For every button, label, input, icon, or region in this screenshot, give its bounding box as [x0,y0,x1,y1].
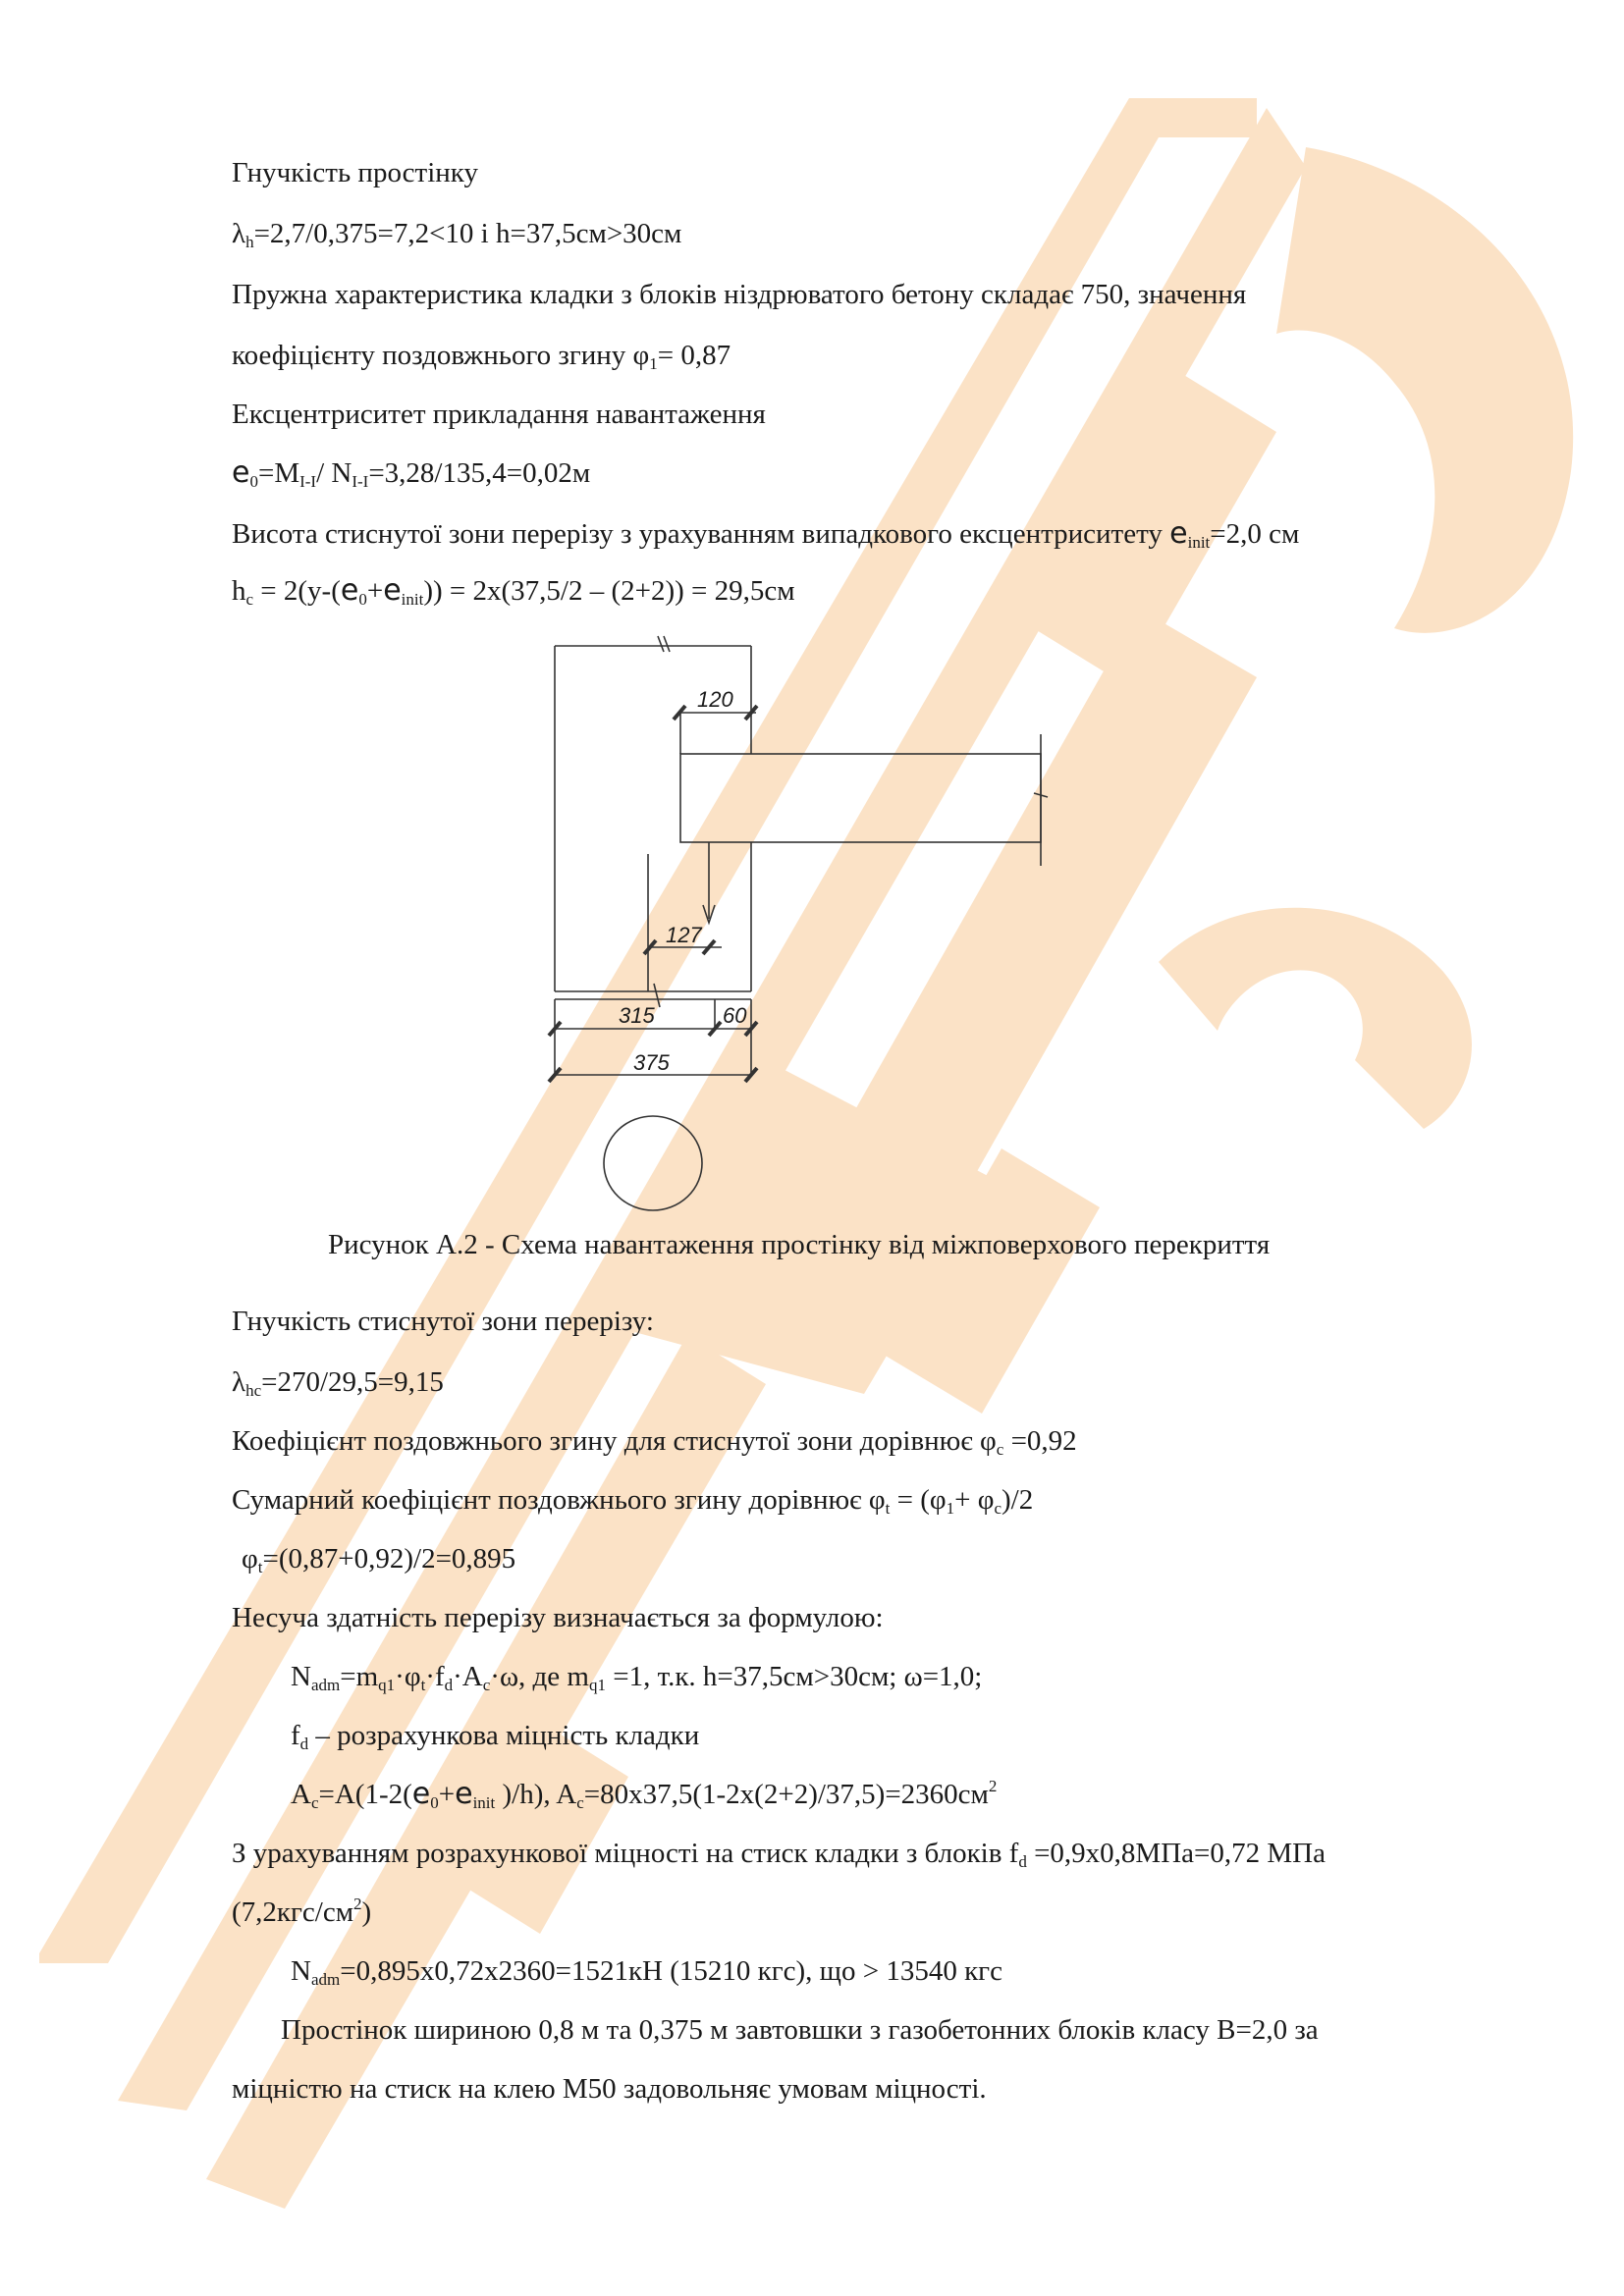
text-fragment: =0,92 [1003,1425,1077,1457]
text-fragment: + [438,1779,456,1810]
text-fragment: c [994,1499,1001,1518]
text-fragment: adm [310,1970,341,1989]
text-line-5 [232,397,766,432]
dim-60: 60 [723,1003,747,1028]
text-fragment: 1 [946,1499,955,1518]
text-fragment: e [232,455,250,490]
text-fragment: c [482,1676,491,1694]
text-fragment: =2,7/0,375=7,2<10 і h=37,5см>30см [253,218,682,249]
text-fragment: Простінок шириною 0,8 м та 0,375 м завтовшки з газобетонних блоків класу В=2,0 за [281,2014,1319,2046]
text-fragment: λ [232,218,246,249]
text-fragment: d [299,1735,309,1753]
text-fragment: Ексцентриситет прикладання навантаження [232,399,766,430]
text-fragment: e [411,1777,431,1811]
text-fragment: hc [245,1381,262,1400]
text-fragment: =0,9x0,8МПа=0,72 МПа [1026,1838,1326,1869]
text-fragment: c [576,1793,584,1812]
text-fragment: e [1169,516,1188,551]
text-line-22 [232,2071,987,2107]
text-line-7 [232,516,1299,552]
text-fragment: init [401,590,424,609]
text-fragment: =3,28/135,4=0,02м [368,457,591,489]
text-fragment: Гнучкість простінку [232,157,478,188]
text-fragment: 0 [358,590,367,609]
text-fragment: Несуча здатність перерізу визначається за формулою: [232,1602,884,1633]
text-fragment: c [245,590,254,609]
text-fragment: =0,895x0,72x2360=1521кН (15210 кгс), що > 13540 кгс [340,1955,1002,1987]
text-fragment: h [245,233,254,251]
text-line-10 [232,1364,444,1400]
text-fragment: =A(1-2( [318,1779,412,1810]
text-line-3 [232,277,1246,312]
text-line-14 [232,1600,884,1635]
text-line-9 [232,1304,654,1339]
text-line-6 [232,455,590,491]
text-fragment: З урахуванням розрахункової міцності на стиск кладки з блоків f [232,1838,1019,1869]
text-fragment: Гнучкість стиснутої зони перерізу: [232,1306,654,1337]
text-line-17 [291,1777,997,1812]
text-fragment: = (φ [890,1484,947,1516]
text-fragment: =(0,87+0,92)/2=0,895 [262,1543,516,1575]
text-fragment: ·φ [395,1661,421,1692]
text-fragment: c [310,1793,319,1812]
text-fragment: t [420,1676,426,1694]
text-fragment: = 2(y-( [253,575,341,607]
text-fragment: 0 [249,472,258,491]
text-fragment: )/h), A [495,1779,577,1810]
text-fragment: t [257,1558,263,1576]
dim-315: 315 [619,1003,655,1028]
text-line-2 [232,216,681,251]
text-fragment: =m [340,1661,379,1692]
text-fragment: A [291,1779,311,1810]
support-circle [604,1116,702,1210]
text-line-15 [291,1659,982,1694]
text-fragment: ·ω, де m [490,1661,589,1692]
text-fragment: I-I [299,472,317,491]
text-fragment: 1 [649,354,658,373]
text-fragment: λ [232,1366,246,1398]
text-line-18 [232,1836,1326,1871]
text-fragment: ·f [425,1661,445,1692]
text-fragment: h [232,575,246,607]
text-fragment: =2,0 см [1210,518,1300,550]
text-fragment: + [366,575,384,607]
text-fragment: q1 [378,1676,396,1694]
text-fragment: d [1018,1852,1027,1871]
text-fragment: e [340,573,359,608]
text-line-11 [232,1423,1077,1459]
text-fragment: d [444,1676,454,1694]
text-fragment: )) = 2x(37,5/2 – (2+2)) = 29,5см [423,575,795,607]
text-fragment: – розрахункова міцність кладки [308,1720,700,1751]
text-fragment: N [291,1661,311,1692]
text-fragment: + φ [954,1484,995,1516]
text-fragment: N [291,1955,311,1987]
text-fragment: 0 [430,1793,439,1812]
text-line-12 [232,1482,1033,1518]
text-line-20 [291,1953,1002,1989]
text-fragment: c [996,1440,1004,1459]
text-fragment: q1 [588,1676,606,1694]
text-fragment: f [291,1720,300,1751]
text-fragment: e [383,573,402,608]
text-fragment: Сумарний коефіцієнт поздовжнього згину дорівнює φ [232,1484,886,1516]
text-fragment: φ [242,1543,258,1575]
text-fragment: e [455,1777,473,1811]
text-fragment: міцністю на стиск на клею М50 задовольняє умовам міцності. [232,2073,987,2105]
text-line-13 [242,1541,515,1576]
text-line-21 [281,2012,1319,2048]
text-fragment: =1, т.к. h=37,5см>30см; ω=1,0; [605,1661,983,1692]
text-fragment: коефіцієнту поздовжнього згину φ [232,340,650,371]
text-fragment: )/2 [1001,1484,1034,1516]
text-fragment: =270/29,5=9,15 [261,1366,444,1398]
text-fragment: = 0,87 [657,340,731,371]
text-line-16 [291,1718,699,1753]
text-fragment: (7,2кгс/см [232,1896,354,1928]
text-fragment: I-I [352,472,369,491]
text-fragment: ) [361,1896,372,1928]
text-fragment: init [1187,533,1211,552]
figure-caption: Рисунок А.2 - Схема навантаження простінку від міжповерхового перекриття [328,1229,1271,1260]
text-fragment: =M [257,457,300,489]
dim-375: 375 [633,1050,670,1075]
dim-120: 120 [697,687,733,712]
text-fragment: Пружна характеристика кладки з блоків ніздрюватого бетону складає 750, значення [232,279,1247,310]
dim-127: 127 [666,923,702,947]
text-fragment: init [472,1793,496,1812]
text-line-4 [232,338,731,373]
text-line-19 [232,1895,371,1930]
text-fragment: / N [316,457,352,489]
text-fragment: t [885,1499,891,1518]
floor-slab [680,754,1041,842]
text-fragment: 2 [988,1777,998,1795]
text-fragment: ·A [453,1661,483,1692]
text-line-1 [232,155,478,190]
text-fragment: =80x37,5(1-2x(2+2)/37,5)=2360см [583,1779,989,1810]
text-fragment: adm [310,1676,341,1694]
text-fragment: 2 [353,1895,362,1913]
text-line-8 [232,573,795,609]
text-fragment: Висота стиснутої зони перерізу з урахуванням випадкового ексцентриситету [232,518,1170,550]
wall-load-diagram [511,628,1100,1217]
text-fragment: Коефіцієнт поздовжнього згину для стиснутої зони дорівнює φ [232,1425,997,1457]
